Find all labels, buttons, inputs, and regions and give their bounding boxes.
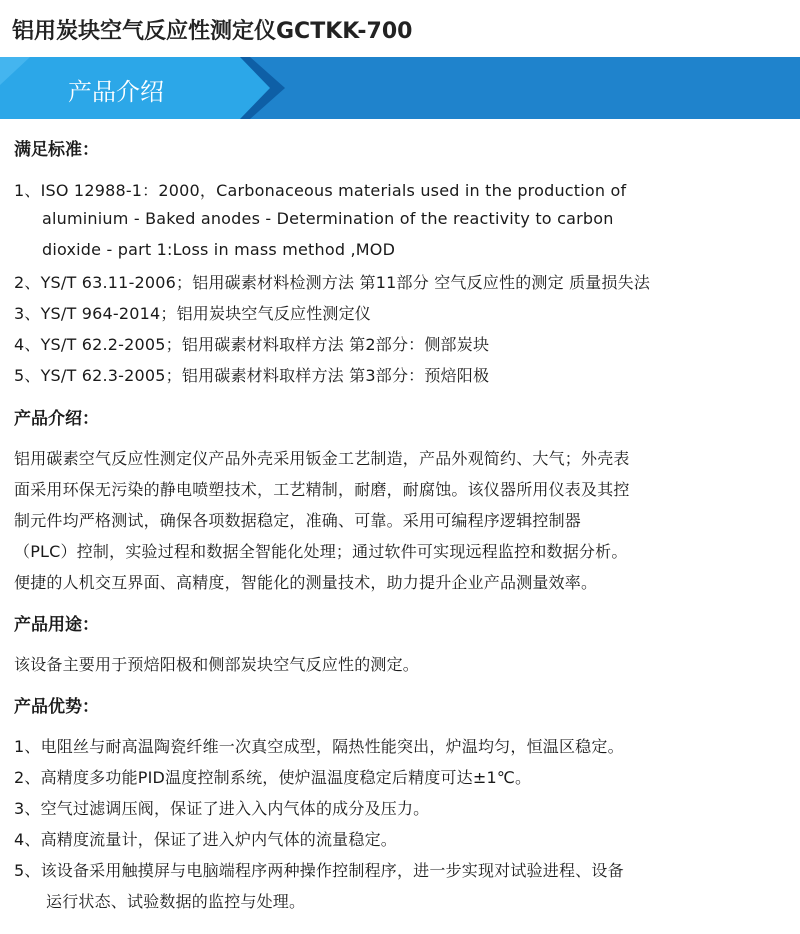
advantages-heading: 产品优势： [14, 697, 99, 717]
intro-line: 便捷的人机交互界面、高精度，智能化的测量技术，助力提升企业产品测量效率。 [14, 573, 598, 592]
advantages-item: 5、该设备采用触摸屏与电脑端程序两种操作控制程序，进一步实现对试验进程、设备 [14, 861, 624, 880]
standards-item: 2、YS/T 63.11-2006；铝用碳素材料检测方法 第11部分 空气反应性的测定 质量损失法 [14, 273, 651, 292]
standards-item: 4、YS/T 62.2-2005；铝用碳素材料取样方法 第2部分：侧部炭块 [14, 335, 490, 354]
advantages-item: 4、高精度流量计，保证了进入炉内气体的流量稳定。 [14, 830, 397, 849]
advantages-item: 运行状态、试验数据的监控与处理。 [46, 892, 306, 911]
standards-heading: 满足标准： [14, 140, 99, 160]
intro-line: 制元件均严格测试，确保各项数据稳定，准确、可靠。采用可编程序逻辑控制器 [14, 511, 582, 530]
standards-item: 5、YS/T 62.3-2005；铝用碳素材料取样方法 第3部分：预焙阳极 [14, 366, 490, 385]
intro-line: 面采用环保无污染的静电喷塑技术，工艺精制，耐磨，耐腐蚀。该仪器所用仪表及其控 [14, 480, 630, 499]
intro-line: （PLC）控制，实验过程和数据全智能化处理；通过软件可实现远程监控和数据分析。 [14, 542, 628, 561]
advantages-item: 1、电阻丝与耐高温陶瓷纤维一次真空成型，隔热性能突出，炉温均匀，恒温区稳定。 [14, 737, 624, 756]
intro-heading: 产品介绍： [14, 409, 99, 429]
usage-heading: 产品用途： [14, 615, 99, 635]
standards-item: 3、YS/T 964-2014；铝用炭块空气反应性测定仪 [14, 304, 371, 323]
advantages-item: 3、空气过滤调压阀，保证了进入入内气体的成分及压力。 [14, 799, 430, 818]
standards-item: dioxide - part 1:Loss in mass method ,MOD [42, 240, 396, 259]
standards-item: 1、ISO 12988-1：2000，Carbonaceous materials used in the production of [14, 181, 627, 200]
page-title: 铝用炭块空气反应性测定仪GCTKK-700 [12, 19, 413, 44]
usage-line: 该设备主要用于预焙阳极和侧部炭块空气反应性的测定。 [14, 655, 420, 674]
standards-item: aluminium - Baked anodes - Determination of the reactivity to carbon [42, 209, 614, 228]
section-banner [0, 57, 800, 119]
banner-label: 产品介绍 [68, 78, 164, 106]
advantages-item: 2、高精度多功能PID温度控制系统，使炉温温度稳定后精度可达±1℃。 [14, 768, 532, 787]
intro-line: 铝用碳素空气反应性测定仪产品外壳采用钣金工艺制造，产品外观简约、大气；外壳表 [14, 449, 630, 468]
